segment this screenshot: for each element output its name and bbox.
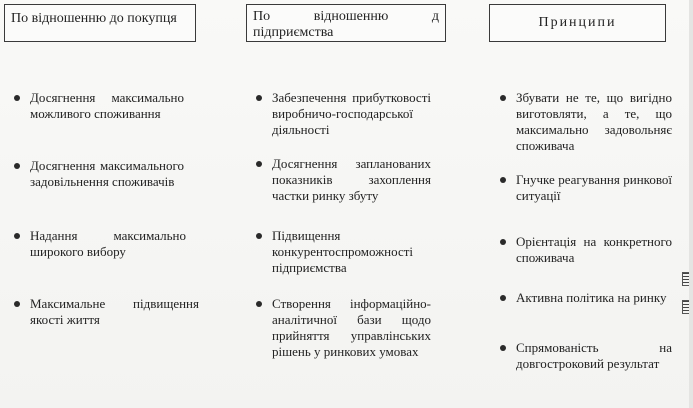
header-buyer <box>4 4 196 42</box>
list-item <box>500 340 672 372</box>
list-item <box>256 156 431 204</box>
header-enterprise-line2: підприємства <box>253 25 334 40</box>
bullet-icon <box>14 233 20 239</box>
list-item-text: Досягнення максимального задовільнення споживачів <box>30 158 184 189</box>
list-item-text: Орієнтація на конкретного споживача <box>516 234 672 265</box>
list-item-text: Збувати не те, що вигідно виготовляти, а те, що максимально задовольняє споживача <box>516 90 672 153</box>
list-item <box>256 296 431 360</box>
bullet-icon <box>256 301 262 307</box>
list-item-text: Підвищення конкурентоспроможності підприємства <box>272 228 414 275</box>
bullet-icon <box>256 95 262 101</box>
list-item <box>500 290 672 306</box>
list-item <box>500 172 672 204</box>
bullet-icon <box>500 239 506 245</box>
list-item <box>14 228 186 260</box>
list-item-text: Створення інформаційно-аналітичної бази щодо прийняття управлінських рішень у ринкових умовах <box>272 296 431 359</box>
list-item-text: Гнучке реагування ринкової ситуації <box>516 172 672 203</box>
list-item-text: Надання максимально широкого вибору <box>30 228 186 259</box>
header-buyer-label: По відношенню до покупця <box>11 11 177 26</box>
header-enterprise-word-3: д <box>431 9 439 24</box>
list-item <box>256 90 431 138</box>
list-item-text: Максимальне підвищення якості життя <box>30 296 199 327</box>
list-item-text: Активна політика на ринку <box>516 290 667 305</box>
bullet-icon <box>500 177 506 183</box>
list-item-text: Забезпечення прибутковості виробничо-господарської діяльності <box>272 90 431 137</box>
bullet-icon <box>14 163 20 169</box>
bullet-icon <box>256 161 262 167</box>
bullet-icon <box>500 345 506 351</box>
scan-edge <box>689 0 693 408</box>
list-item <box>256 228 431 276</box>
list-item-text: Спрямованість на довгостроковий результат <box>516 340 672 371</box>
list-item <box>500 234 672 266</box>
header-enterprise <box>246 4 446 42</box>
header-enterprise-word-1: По <box>253 9 271 24</box>
header-enterprise-line1 <box>253 9 439 25</box>
list-item-text: Досягнення максимально можливого споживання <box>30 90 184 121</box>
bullet-icon <box>256 233 262 239</box>
list-item <box>14 158 184 190</box>
list-item <box>500 90 672 154</box>
list-item <box>14 90 184 122</box>
list-item-text: Досягнення запланованих показників захоплення частки ринку збуту <box>272 156 431 203</box>
header-enterprise-word-2: відношенню <box>313 9 389 24</box>
bullet-icon <box>500 95 506 101</box>
header-principles <box>489 4 666 42</box>
list-item <box>14 296 199 328</box>
bullet-icon <box>500 295 506 301</box>
header-principles-label: Принципи <box>538 15 617 30</box>
bullet-icon <box>14 301 20 307</box>
bullet-icon <box>14 95 20 101</box>
